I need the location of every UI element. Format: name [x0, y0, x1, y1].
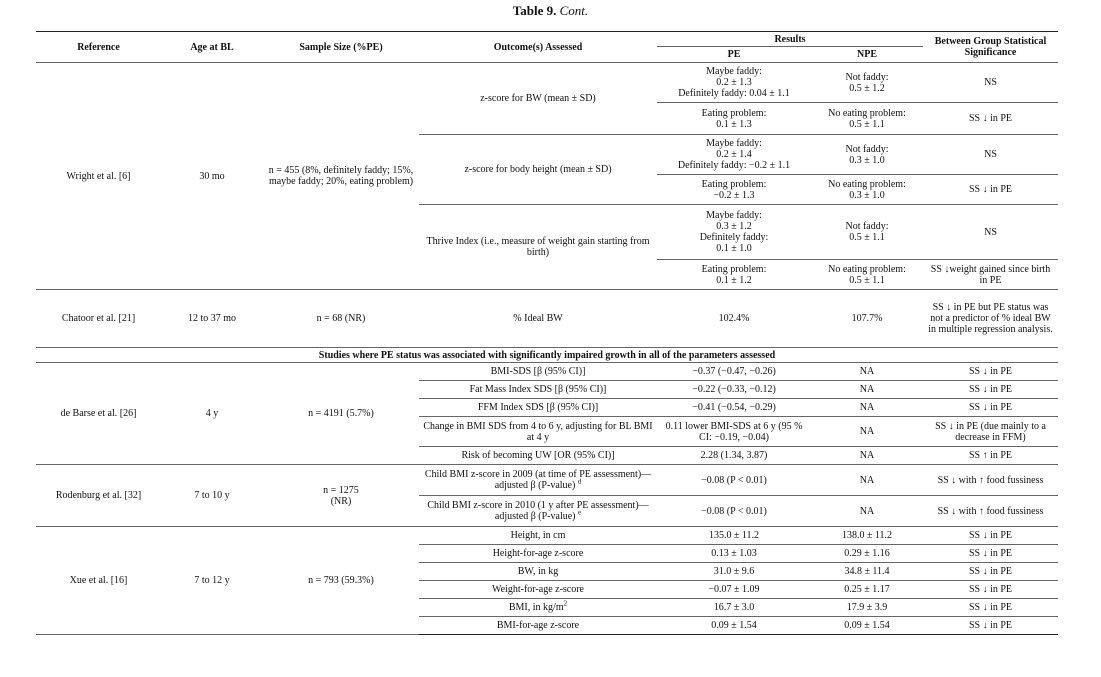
xue-pe: −0.07 ± 1.09 [657, 581, 811, 599]
table-row [36, 363, 1058, 381]
wright-pe-cell: Maybe faddy: 0.2 ± 1.3 Definitely faddy: 0.04 ± 1.1 [657, 63, 811, 103]
debarse-pe: 0.11 lower BMI-SDS at 6 y (95 % CI: −0.19, −0.04) [657, 417, 811, 447]
debarse-outcome: Fat Mass Index SDS [β (95% CI)] [419, 381, 657, 399]
rodenburg-pe: −0.08 (P < 0.01) [657, 465, 811, 496]
header-sample: Sample Size (%PE) [263, 32, 419, 63]
wright-reference: Wright et al. [6] [36, 63, 161, 290]
table-row [36, 63, 1058, 103]
debarse-age: 4 y [161, 363, 263, 465]
xue-outcome: Height-for-age z-score [419, 545, 657, 563]
rodenburg-npe: NA [811, 496, 923, 527]
rodenburg-sample: n = 1275 (NR) [263, 465, 419, 527]
wright-npe-cell: No eating problem: 0.3 ± 1.0 [811, 175, 923, 205]
wright-npe-cell: Not faddy: 0.5 ± 1.2 [811, 63, 923, 103]
debarse-pe: −0.41 (−0.54, −0.29) [657, 399, 811, 417]
wright-npe-cell: Not faddy: 0.3 ± 1.0 [811, 135, 923, 175]
header-outcome: Outcome(s) Assessed [419, 32, 657, 63]
rodenburg-pe: −0.08 (P < 0.01) [657, 496, 811, 527]
rodenburg-sig: SS ↓ with ↑ food fussiness [923, 465, 1058, 496]
header-reference: Reference [36, 32, 161, 63]
debarse-sample: n = 4191 (5.7%) [263, 363, 419, 465]
xue-outcome: Height, in cm [419, 527, 657, 545]
wright-pe-cell: Eating problem: 0.1 ± 1.2 [657, 260, 811, 290]
chatoor-sample: n = 68 (NR) [263, 290, 419, 348]
rodenburg-sig: SS ↓ with ↑ food fussiness [923, 496, 1058, 527]
wright-pe-cell: Eating problem: 0.1 ± 1.3 [657, 103, 811, 135]
table-caption [0, 3, 1101, 19]
xue-sig: SS ↓ in PE [923, 617, 1058, 635]
debarse-pe: 2.28 (1.34, 3.87) [657, 447, 811, 465]
debarse-outcome: Change in BMI SDS from 4 to 6 y, adjusting for BL BMI at 4 y [419, 417, 657, 447]
xue-pe: 31.0 ± 9.6 [657, 563, 811, 581]
debarse-outcome: Risk of becoming UW [OR (95% CI)] [419, 447, 657, 465]
xue-pe: 135.0 ± 11.2 [657, 527, 811, 545]
wright-outcome-thrive: Thrive Index (i.e., measure of weight gain starting from birth) [419, 205, 657, 290]
chatoor-age: 12 to 37 mo [161, 290, 263, 348]
section-row [36, 348, 1058, 363]
wright-npe-cell: No eating problem: 0.5 ± 1.1 [811, 103, 923, 135]
rodenburg-age: 7 to 10 y [161, 465, 263, 527]
rodenburg-npe: NA [811, 465, 923, 496]
wright-outcome-height: z-score for body height (mean ± SD) [419, 135, 657, 205]
xue-npe: 17.9 ± 3.9 [811, 599, 923, 617]
xue-npe: 0.09 ± 1.54 [811, 617, 923, 635]
debarse-sig: SS ↓ in PE [923, 363, 1058, 381]
xue-outcome: Weight-for-age z-score [419, 581, 657, 599]
xue-pe: 0.09 ± 1.54 [657, 617, 811, 635]
xue-outcome: BMI-for-age z-score [419, 617, 657, 635]
debarse-sig: SS ↓ in PE [923, 381, 1058, 399]
header-results: Results [657, 32, 923, 47]
table-row [36, 527, 1058, 545]
xue-pe: 16.7 ± 3.0 [657, 599, 811, 617]
xue-sig: SS ↓ in PE [923, 599, 1058, 617]
header-pe: PE [657, 47, 811, 63]
chatoor-reference: Chatoor et al. [21] [36, 290, 161, 348]
wright-pe-cell: Maybe faddy: 0.3 ± 1.2 Definitely faddy: 0.1 ± 1.0 [657, 205, 811, 260]
debarse-reference: de Barse et al. [26] [36, 363, 161, 465]
wright-pe-cell: Eating problem: −0.2 ± 1.3 [657, 175, 811, 205]
wright-age: 30 mo [161, 63, 263, 290]
xue-npe: 138.0 ± 11.2 [811, 527, 923, 545]
wright-npe-cell: No eating problem: 0.5 ± 1.1 [811, 260, 923, 290]
debarse-npe: NA [811, 417, 923, 447]
rodenburg-outcome: Child BMI z-score in 2009 (at time of PE assessment)—adjusted β (P-value) $^d$ [419, 465, 657, 496]
wright-npe-cell: Not faddy: 0.5 ± 1.1 [811, 205, 923, 260]
wright-sig-cell: NS [923, 63, 1058, 103]
debarse-outcome: FFM Index SDS [β (95% CI)] [419, 399, 657, 417]
debarse-pe: −0.22 (−0.33, −0.12) [657, 381, 811, 399]
xue-sample: n = 793 (59.3%) [263, 527, 419, 635]
xue-age: 7 to 12 y [161, 527, 263, 635]
debarse-npe: NA [811, 363, 923, 381]
header-age: Age at BL [161, 32, 263, 63]
rodenburg-outcome: Child BMI z-score in 2010 (1 y after PE assessment)—adjusted β (P-value) $^e$ [419, 496, 657, 527]
wright-sig-cell: SS ↓weight gained since birth in PE [923, 260, 1058, 290]
wright-sig-cell: SS ↓ in PE [923, 103, 1058, 135]
xue-pe: 0.13 ± 1.03 [657, 545, 811, 563]
xue-outcome: BW, in kg [419, 563, 657, 581]
debarse-sig: SS ↓ in PE [923, 399, 1058, 417]
xue-npe: 0.29 ± 1.16 [811, 545, 923, 563]
chatoor-outcome: % Ideal BW [419, 290, 657, 348]
wright-sig-cell: SS ↓ in PE [923, 175, 1058, 205]
debarse-pe: −0.37 (−0.47, −0.26) [657, 363, 811, 381]
chatoor-pe: 102.4% [657, 290, 811, 348]
xue-sig: SS ↓ in PE [923, 545, 1058, 563]
xue-sig: SS ↓ in PE [923, 581, 1058, 599]
chatoor-sig: SS ↓ in PE but PE status was not a predictor of % ideal BW in multiple regression analysis. [923, 290, 1058, 348]
table-cont: Cont. [559, 3, 589, 18]
results-table [36, 31, 1058, 635]
xue-npe: 0.25 ± 1.17 [811, 581, 923, 599]
wright-sample: n = 455 (8%, definitely faddy; 15%, maybe faddy; 20%, eating problem) [263, 63, 419, 290]
rodenburg-reference: Rodenburg et al. [32] [36, 465, 161, 527]
section-title: Studies where PE status was associated with significantly impaired growth in all of the parameters assessed [36, 348, 1058, 363]
debarse-npe: NA [811, 381, 923, 399]
xue-sig: SS ↓ in PE [923, 527, 1058, 545]
debarse-npe: NA [811, 447, 923, 465]
wright-outcome-bw: z-score for BW (mean ± SD) [419, 63, 657, 135]
debarse-outcome: BMI-SDS [β (95% CI)] [419, 363, 657, 381]
table-row [36, 290, 1058, 348]
xue-npe: 34.8 ± 11.4 [811, 563, 923, 581]
wright-sig-cell: NS [923, 135, 1058, 175]
debarse-npe: NA [811, 399, 923, 417]
xue-reference: Xue et al. [16] [36, 527, 161, 635]
debarse-sig: SS ↑ in PE [923, 447, 1058, 465]
header-npe: NPE [811, 47, 923, 63]
xue-sig: SS ↓ in PE [923, 563, 1058, 581]
table-label: Table 9. [512, 3, 557, 18]
wright-sig-cell: NS [923, 205, 1058, 260]
table-row [36, 465, 1058, 496]
header-between: Between Group Statistical Significance [923, 32, 1058, 63]
wright-pe-cell: Maybe faddy: 0.2 ± 1.4 Definitely faddy: −0.2 ± 1.1 [657, 135, 811, 175]
debarse-sig: SS ↓ in PE (due mainly to a decrease in FFM) [923, 417, 1058, 447]
chatoor-npe: 107.7% [811, 290, 923, 348]
xue-outcome: BMI, in $kg/m^2$ [419, 599, 657, 617]
